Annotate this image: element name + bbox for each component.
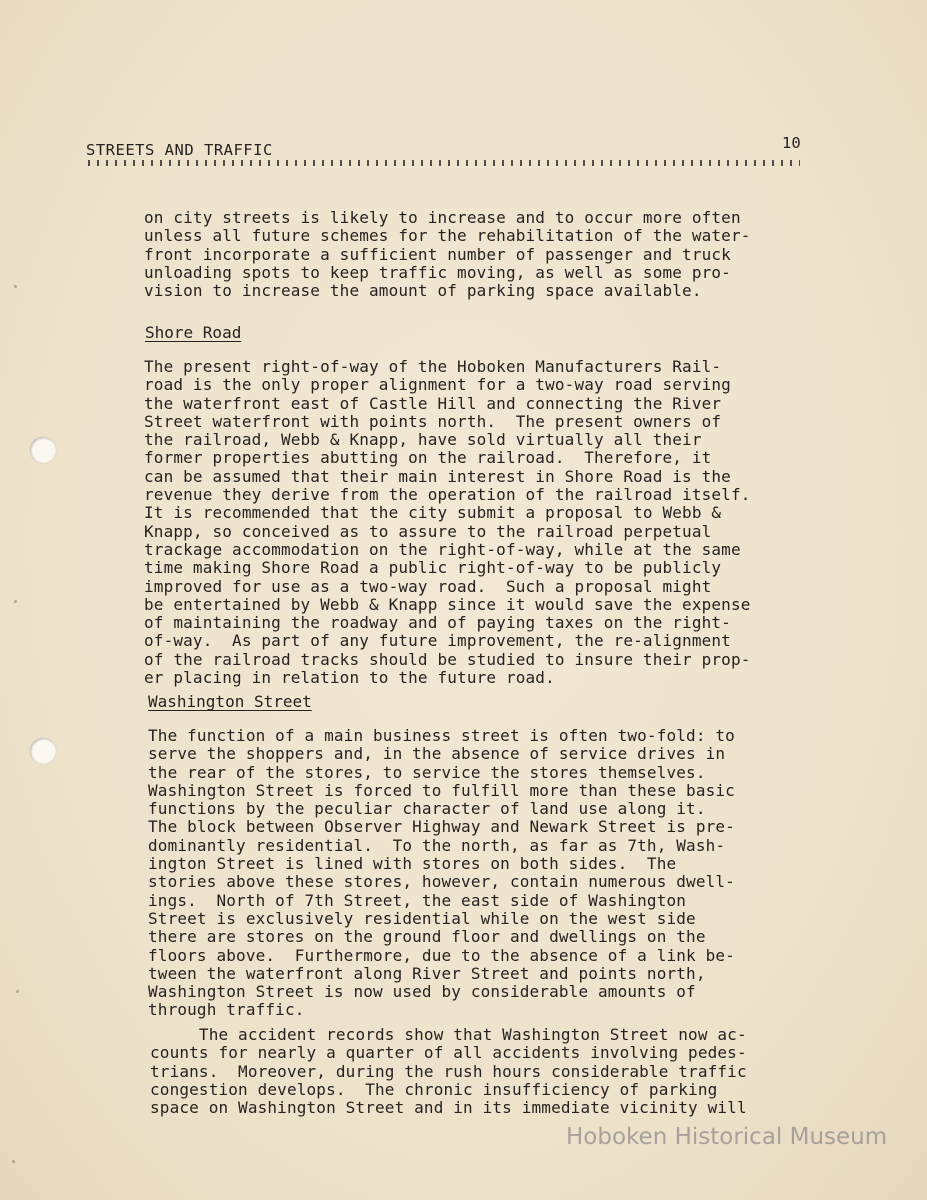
text-line: time making Shore Road a public right-of-way to be publicly <box>144 558 722 578</box>
text-line: The accident records show that Washington Street now ac- <box>150 1025 747 1044</box>
text-line: er placing in relation to the future road. <box>144 668 555 688</box>
text-line: congestion develops. The chronic insufficiency of parking <box>150 1079 718 1099</box>
text-line: floors above. Furthermore, due to the absence of a link be- <box>148 945 735 965</box>
punch-hole-top <box>30 437 56 463</box>
text-line: trians. Moreover, during the rush hours considerable traffic <box>150 1061 747 1081</box>
paper-speck <box>14 285 17 288</box>
heading-shore-road: Shore Road <box>145 323 242 342</box>
text-line: space on Washington Street and in its immediate vicinity will <box>150 1098 747 1118</box>
museum-watermark: Hoboken Historical Museum <box>566 1124 888 1150</box>
text-line: unloading spots to keep traffic moving, as well as some pro- <box>144 262 731 282</box>
text-line: trackage accommodation on the right-of-way, while at the same <box>144 539 741 559</box>
text-line: front incorporate a sufficient number of passenger and truck <box>144 244 731 264</box>
text-line: The function of a main business street is often two-fold: to <box>148 726 735 745</box>
header-tick-rule <box>88 160 800 170</box>
text-line: be entertained by Webb & Knapp since it would save the expense <box>144 594 751 614</box>
text-line: functions by the peculiar character of land use along it. <box>148 799 706 819</box>
text-line: the railroad, Webb & Knapp, have sold virtually all their <box>144 430 702 450</box>
paper-speck <box>16 990 19 993</box>
text-line: Washington Street is forced to fulfill more than these basic <box>148 780 735 800</box>
text-line: former properties abutting on the railroad. Therefore, it <box>144 448 712 468</box>
punch-hole-bottom <box>30 738 56 764</box>
text-line: of maintaining the roadway and of paying taxes on the right- <box>144 613 731 633</box>
text-line: ington Street is lined with stores on both sides. The <box>148 854 677 874</box>
text-line: dominantly residential. To the north, as far as 7th, Wash- <box>148 835 726 855</box>
paper-speck <box>12 1160 15 1163</box>
text-line: ings. North of 7th Street, the east side of Washington <box>148 890 687 910</box>
text-line: there are stores on the ground floor and dwellings on the <box>148 927 706 947</box>
text-line: unless all future schemes for the rehabilitation of the water- <box>144 226 751 246</box>
text-line: the rear of the stores, to service the stores themselves. <box>148 762 706 782</box>
text-line: Washington Street is now used by considerable amounts of <box>148 982 696 1002</box>
shore-road-paragraph <box>144 358 844 687</box>
text-line: Knapp, so conceived as to assure to the railroad perpetual <box>144 521 712 541</box>
text-line: of-way. As part of any future improvement, the re-alignment <box>144 631 731 651</box>
text-line: tween the waterfront along River Street and points north, <box>148 963 706 983</box>
section-header-title: STREETS AND TRAFFIC <box>86 141 273 159</box>
intro-paragraph <box>144 209 844 300</box>
text-line: improved for use as a two-way road. Such a proposal might <box>144 576 712 596</box>
text-line: vision to increase the amount of parking space available. <box>144 281 702 301</box>
text-line: through traffic. <box>148 1000 305 1020</box>
text-line: counts for nearly a quarter of all accidents involving pedes- <box>150 1043 747 1063</box>
text-line: Street waterfront with points north. The present owners of <box>144 411 722 431</box>
text-line: on city streets is likely to increase and to occur more often <box>144 208 741 227</box>
text-line: the waterfront east of Castle Hill and connecting the River <box>144 393 722 413</box>
washington-street-paragraph-1 <box>148 727 848 1020</box>
washington-street-paragraph-2 <box>150 1026 850 1117</box>
text-line: stories above these stores, however, contain numerous dwell- <box>148 872 735 892</box>
text-line: can be assumed that their main interest in Shore Road is the <box>144 466 731 486</box>
page-number: 10 <box>782 134 801 152</box>
text-line: The present right-of-way of the Hoboken Manufacturers Rail- <box>144 357 722 376</box>
text-line: The block between Observer Highway and Newark Street is pre- <box>148 817 735 837</box>
text-line: It is recommended that the city submit a proposal to Webb & <box>144 503 722 523</box>
text-line: revenue they derive from the operation of the railroad itself. <box>144 485 751 505</box>
text-line: road is the only proper alignment for a two-way road serving <box>144 375 731 395</box>
text-line: Street is exclusively residential while on the west side <box>148 908 696 928</box>
paper-speck <box>14 600 17 603</box>
text-line: serve the shoppers and, in the absence of service drives in <box>148 744 726 764</box>
heading-washington-street: Washington Street <box>148 692 312 711</box>
text-line: of the railroad tracks should be studied to insure their prop- <box>144 649 751 669</box>
